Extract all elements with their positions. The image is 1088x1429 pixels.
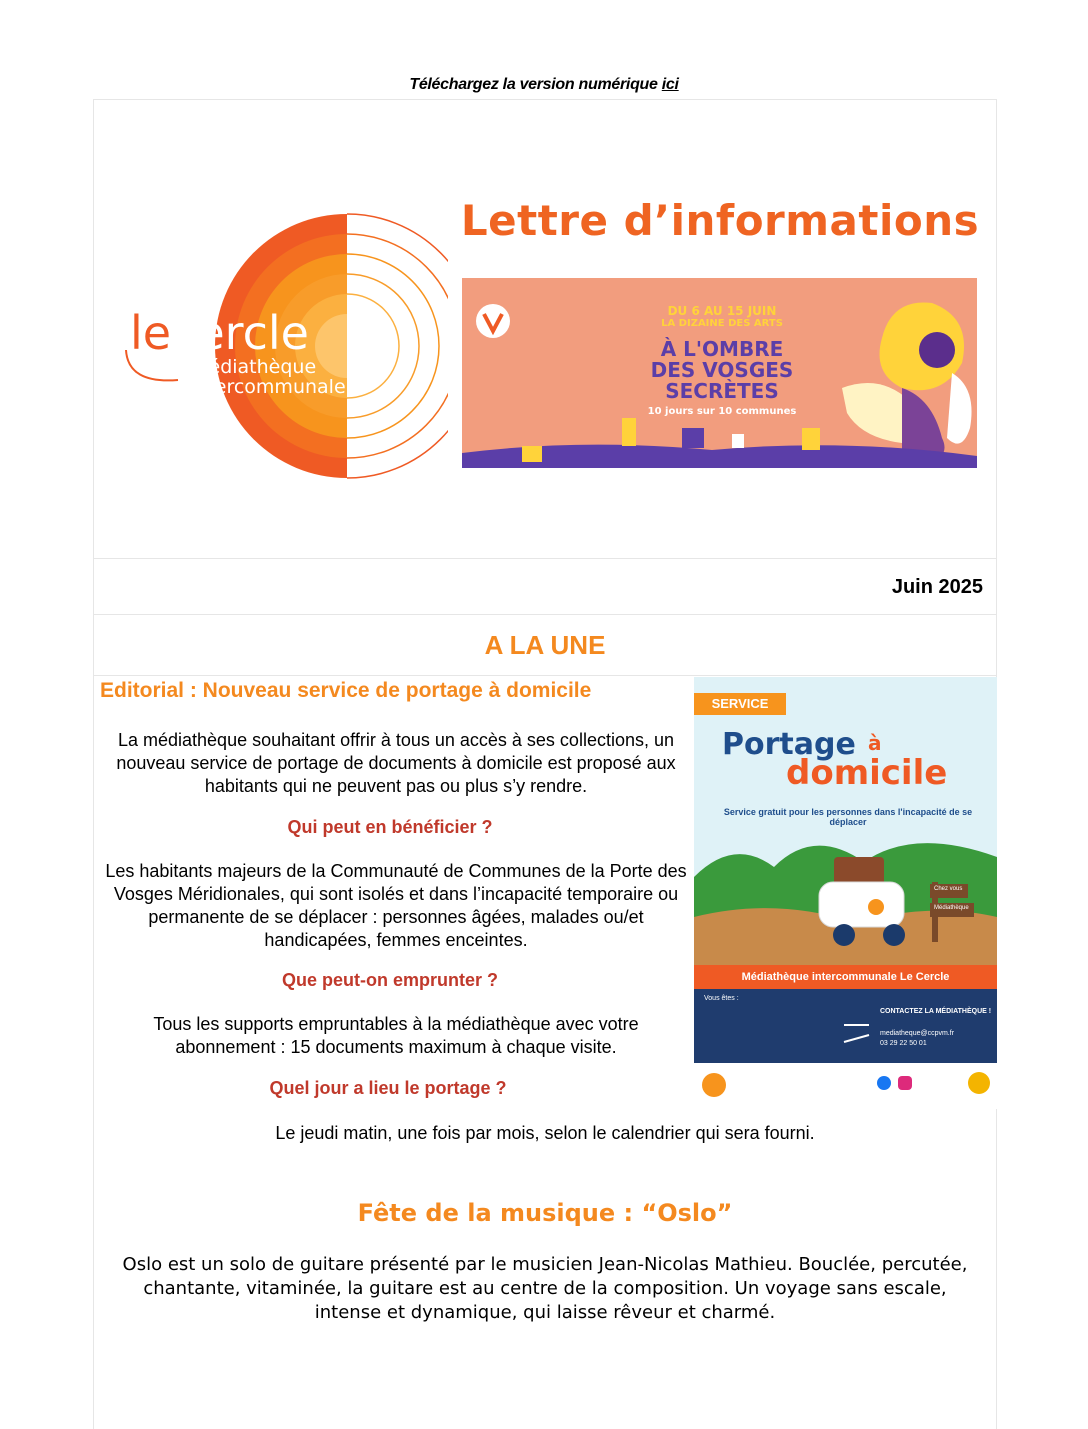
- poster-sign-library: Médiathèque: [934, 905, 969, 911]
- banner-line-1: À L'OMBRE: [660, 337, 784, 361]
- poster-word-portage: Portage: [722, 727, 856, 762]
- banner-subtitle: LA DIZAINE DES ARTS: [661, 318, 783, 329]
- logo-wordmark: [130, 308, 309, 358]
- editorial-intro: La médiathèque souhaitant offrir à tous un accès à ses collections, un nouveau service de portage de documents à domicile est proposé aux habitants qui ne peuvent pas ou plus s’y rendre.: [116, 730, 676, 796]
- banner-tagline: 10 jours sur 10 communes: [647, 406, 797, 417]
- logo-line-1: médiathèque: [190, 356, 317, 378]
- logo-line-2: intercommunale: [190, 376, 346, 398]
- logo-word-cercle: cercle: [171, 306, 309, 360]
- poster-badge: SERVICE: [694, 693, 786, 715]
- poster-band: Médiathèque intercommunale Le Cercle: [741, 971, 950, 983]
- answer-borrow: Tous les supports empruntables à la médiathèque avec votre abonnement : 15 documents maximum à chaque visite.: [153, 1014, 639, 1057]
- poster-tagline: Service gratuit pour les personnes dans l'incapacité de se déplacer: [723, 807, 973, 827]
- fete-text: Oslo est un solo de guitare présenté par le musicien Jean-Nicolas Mathieu. Bouclée, percutée, chantante, vitaminée, la guitare est au centre de la composition. Un voyage sans escale, intense et dynamique, qui laisse rêveur et charmé.: [122, 1254, 968, 1323]
- poster-phone: 03 29 22 50 01: [880, 1040, 927, 1047]
- banner-line-2: DES VOSGES: [650, 358, 794, 382]
- section-heading: A LA UNE: [484, 630, 606, 660]
- le-cercle-logo: [118, 212, 448, 480]
- poster-vous-etes: Vous êtes :: [704, 995, 739, 1002]
- answer-day: Le jeudi matin, une fois par mois, selon le calendrier qui sera fourni.: [275, 1123, 815, 1143]
- question-day: Quel jour a lieu le portage ?: [269, 1078, 507, 1098]
- poster-email: mediatheque@ccpvm.fr: [880, 1030, 955, 1037]
- banner-dates: DU 6 AU 15 JUIN: [667, 304, 777, 318]
- divider: [94, 614, 996, 615]
- download-link[interactable]: ici: [661, 76, 679, 93]
- fete-title: Fête de la musique : “Oslo”: [357, 1199, 733, 1227]
- event-banner[interactable]: [462, 278, 977, 468]
- portage-poster[interactable]: [694, 677, 997, 1109]
- editorial-title: Editorial : Nouveau service de portage à domicile: [100, 679, 592, 702]
- answer-beneficiaries: Les habitants majeurs de la Communauté de Communes de la Porte des Vosges Méridionales, qui sont isolés et dans l’incapacité temporaire ou permanente de se déplacer : personnes âgées, malades ou/et handicapées, femmes enceintes.: [105, 861, 687, 950]
- logo-subtitle: [190, 357, 346, 397]
- poster-word-domicile: domicile: [786, 753, 948, 793]
- download-text: Téléchargez la version numérique: [409, 76, 662, 93]
- poster-word-a: à: [868, 731, 882, 755]
- divider: [94, 558, 996, 559]
- download-line: [0, 76, 1088, 94]
- divider: [94, 675, 996, 676]
- newsletter-title: Lettre d’informations: [460, 196, 980, 245]
- banner-text: [612, 304, 832, 417]
- issue-date: Juin 2025: [891, 576, 983, 598]
- banner-line-3: SECRÈTES: [665, 379, 779, 403]
- logo-word-le: le: [130, 306, 172, 360]
- question-borrow: Que peut-on emprunter ?: [282, 970, 498, 990]
- question-beneficiaries: Qui peut en bénéficier ?: [287, 817, 493, 837]
- poster-sign-home: Chez vous: [934, 886, 963, 892]
- poster-contact: CONTACTEZ LA MÉDIATHÈQUE !: [880, 1008, 992, 1015]
